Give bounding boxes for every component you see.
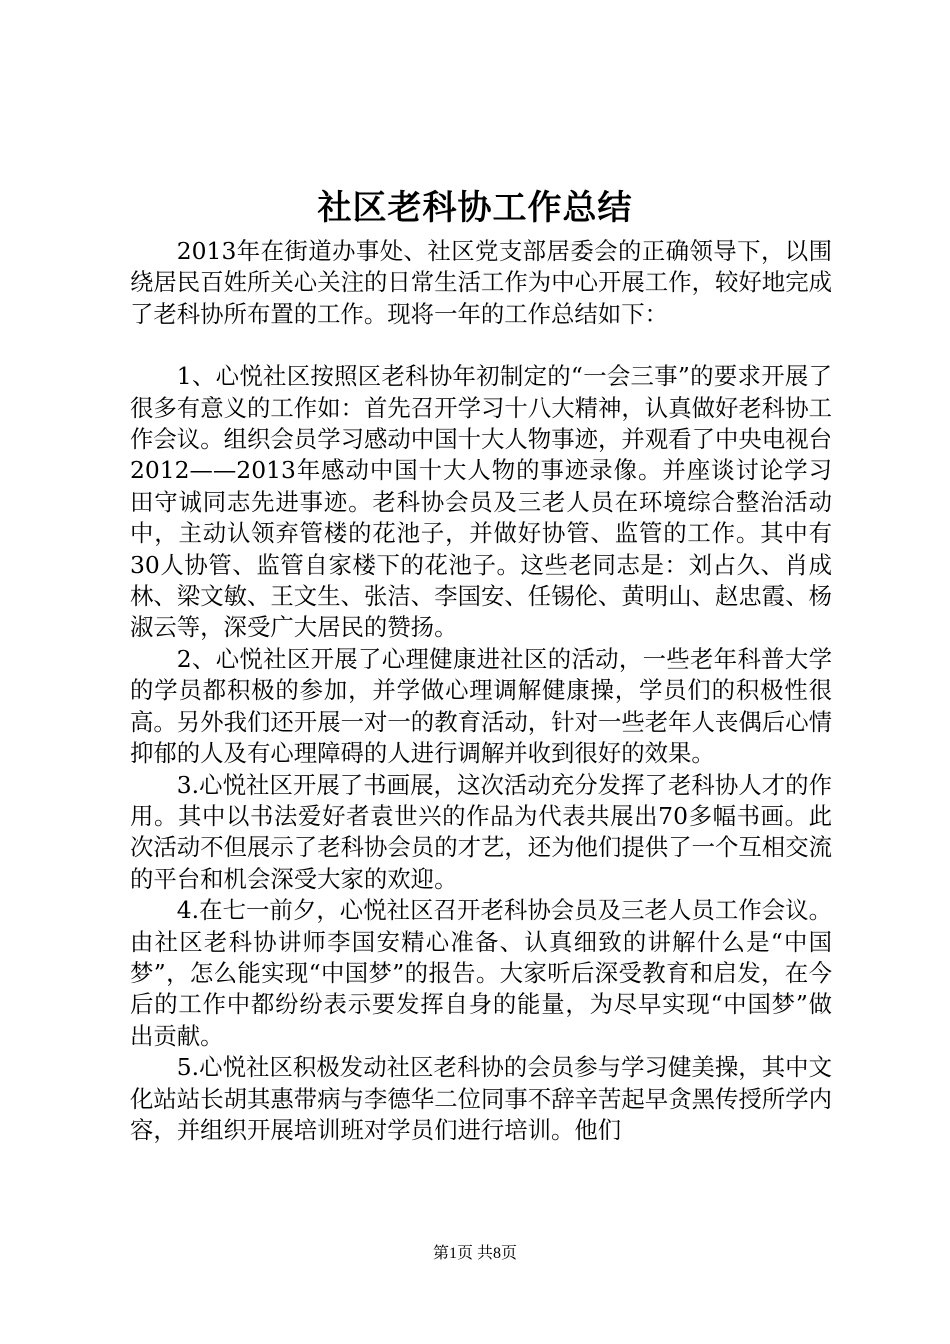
document-title: 社区老科协工作总结 — [317, 188, 633, 228]
paragraph-item-3: 3.心悦社区开展了书画展，这次活动充分发挥了老科协人才的作用。其中以书法爱好者袁世兴的作品为代表共展出70多幅书画。此次活动不但展示了老科协会员的才艺，还为他们提供了一个互相交流的平台和机会深受大家的欢迎。 — [130, 770, 832, 893]
paragraph-item-2: 2、心悦社区开展了心理健康进社区的活动，一些老年科普大学的学员都积极的参加，并学做心理调解健康操，学员们的积极性很高。另外我们还开展一对一的教育活动，针对一些老年人丧偶后心情抑郁的人及有心理障碍的人进行调解并收到很好的效果。 — [130, 644, 832, 768]
paragraph-intro: 2013年在街道办事处、社区党支部居委会的正确领导下，以围绕居民百姓所关心关注的日常生活工作为中心开展工作，较好地完成了老科协所布置的工作。现将一年的工作总结如下： — [130, 237, 832, 328]
document-body — [130, 236, 832, 1146]
page-number-footer: 第1页 共8页 — [432, 1245, 517, 1262]
paragraph-item-5: 5.心悦社区积极发动社区老科协的会员参与学习健美操，其中文化站站长胡其惠带病与李德华二位同事不辞辛苦起早贪黑传授所学内容，并组织开展培训班对学员们进行培训。他们 — [130, 1053, 832, 1144]
paragraph-item-1: 1、心悦社区按照区老科协年初制定的“一会三事”的要求开展了很多有意义的工作如：首先召开学习十八大精神，认真做好老科协工作会议。组织会员学习感动中国十大人物事迹，并观看了中央电视台2012——2013年感动中国十大人物的事迹录像。并座谈讨论学习田守诚同志先进事迹。老科协会员及三老人员在环境综合整治活动中，主动认领弃管楼的花池子，并做好协管、监管的工作。其中有30人协管、监管自家楼下的花池子。这些老同志是：刘占久、肖成林、梁文敏、王文生、张洁、李国安、任锡伦、黄明山、赵忠霞、杨淑云等，深受广大居民的赞扬。 — [130, 362, 832, 642]
paragraph-item-4: 4.在七一前夕，心悦社区召开老科协会员及三老人员工作会议。由社区老科协讲师李国安精心准备、认真细致的讲解什么是“中国梦”，怎么能实现“中国梦”的报告。大家听后深受教育和启发，在今后的工作中都纷纷表示要发挥自身的能量，为尽早实现“中国梦”做出贡献。 — [130, 896, 832, 1050]
